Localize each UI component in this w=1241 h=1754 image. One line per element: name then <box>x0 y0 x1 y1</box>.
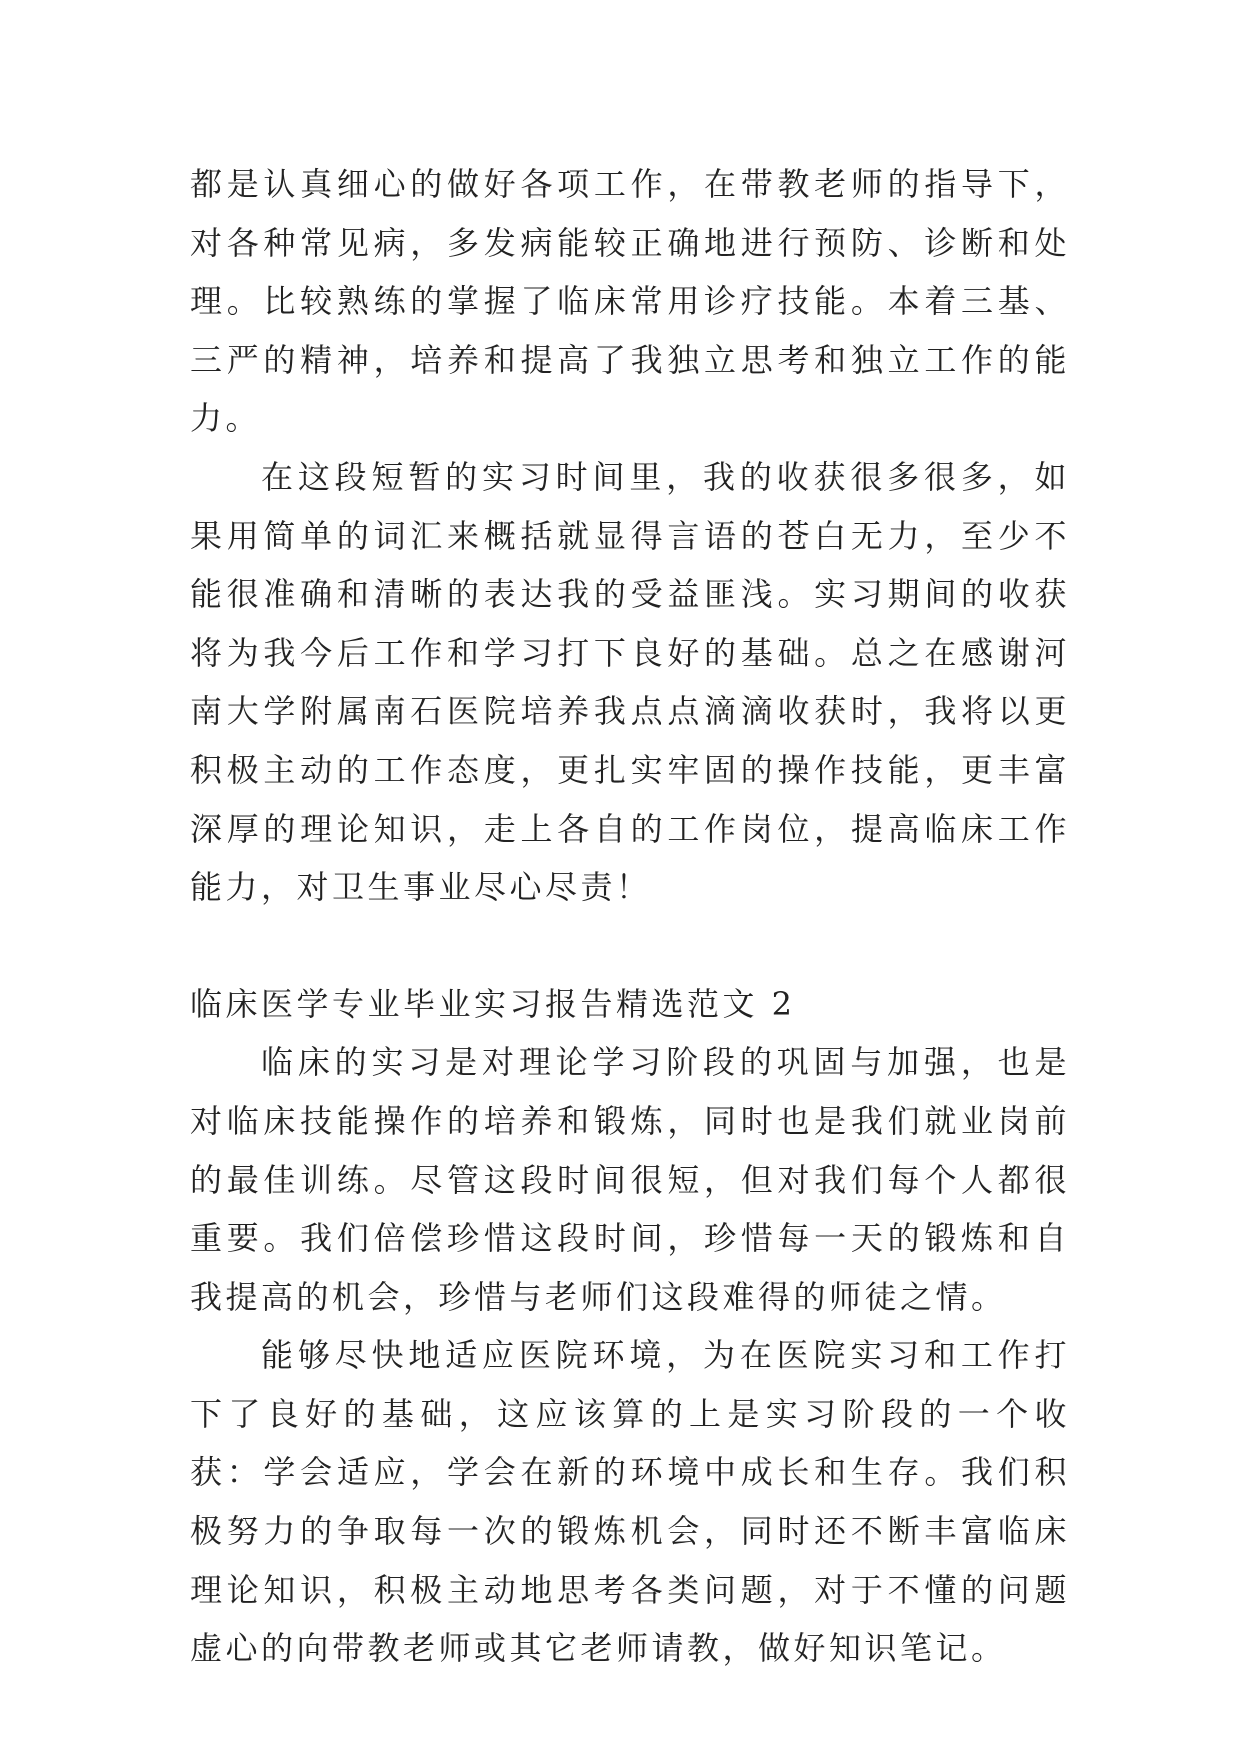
paragraph-clinical-internship: 临床的实习是对理论学习阶段的巩固与加强，也是对临床技能操作的培养和锻炼，同时也是我们就业岗前的最佳训练。尽管这段时间很短，但对我们每个人都很重要。我们倍偿珍惜这段时间，珍惜每一天的锻炼和自我提高的机会，珍惜与老师们这段难得的师徒之情。 <box>190 1043 1070 1316</box>
paragraph-internship-gains: 在这段短暂的实习时间里，我的收获很多很多，如果用简单的词汇来概括就显得言语的苍白无力，至少不能很准确和清晰的表达我的受益匪浅。实习期间的收获将为我今后工作和学习打下良好的基础。总之在感谢河南大学附属南石医院培养我点点滴滴收获时，我将以更积极主动的工作态度，更扎实牢固的操作技能，更丰富深厚的理论知识，走上各自的工作岗位，提高临床工作能力，对卫生事业尽心尽责！ <box>190 457 1070 907</box>
paragraph-adapt-environment: 能够尽快地适应医院环境，为在医院实习和工作打下了良好的基础，这应该算的上是实习阶段的一个收获：学会适应，学会在新的环境中成长和生存。我们积极努力的争取每一次的锻炼机会，同时还不断丰富临床理论知识，积极主动地思考各类问题，对于不懂的问题虚心的向带教老师或其它老师请教，做好知识笔记。 <box>190 1336 1070 1668</box>
section-heading: 临床医学专业毕业实习报告精选范文 2 <box>190 984 796 1023</box>
document-body <box>190 155 1070 1678</box>
section-spacer <box>190 917 1070 975</box>
paragraph-continuation: 都是认真细心的做好各项工作，在带教老师的指导下，对各种常见病，多发病能较正确地进行预防、诊断和处理。比较熟练的掌握了临床常用诊疗技能。本着三基、三严的精神，培养和提高了我独立思考和独立工作的能力。 <box>190 165 1070 438</box>
